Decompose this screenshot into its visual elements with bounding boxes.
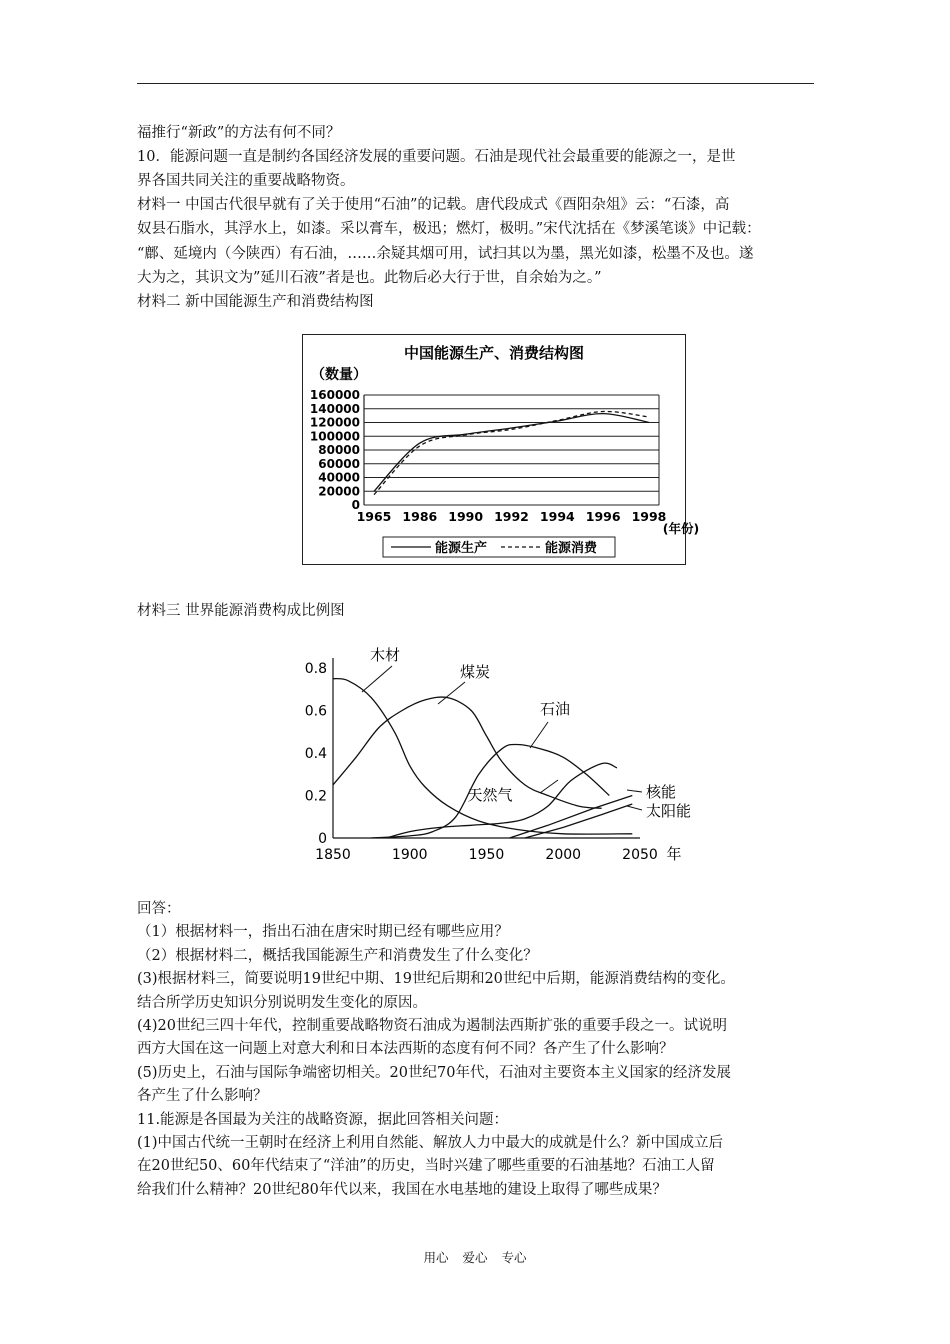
material-3-caption: 材料三 世界能源消费构成比例图 — [137, 603, 345, 619]
y-tick-label: 60000 — [318, 456, 360, 471]
text-line: (4)20世纪三四十年代，控制重要战略物资石油成为遏制法西斯扩张的重要手段之一。试说明 — [137, 1018, 727, 1034]
x-tick-label: 1994 — [539, 509, 575, 524]
text-line: 11.能源是各国最为关注的战略资源，据此回答相关问题： — [137, 1111, 509, 1128]
y-tick-label: 140000 — [309, 401, 360, 416]
text-line: 奴县石脂水，其浮水上，如漆。采以膏车，极迅；燃灯，极明。”宋代沈括在《梦溪笔谈》中记载： — [137, 221, 761, 238]
chart-title: 中国能源生产、消费结构图 — [403, 344, 585, 362]
y-tick-label: 0 — [351, 498, 360, 512]
text-line: 结合所学历史知识分别说明发生变化的原因。 — [137, 994, 427, 1011]
y-tick-label: 0.4 — [304, 746, 327, 762]
leader-line — [540, 780, 558, 793]
x-tick-label: 1996 — [585, 509, 621, 524]
text-line: 各产生了什么影响？ — [137, 1088, 268, 1105]
page-footer: 用心 爱心 专心 — [423, 1250, 527, 1265]
x-tick-label: 1992 — [494, 509, 529, 524]
x-axis-label: 年 — [666, 845, 682, 863]
text-line: 给我们什么精神？20世纪80年代以来，我国在水电基地的建设上取得了哪些成果？ — [137, 1181, 667, 1198]
leader-line — [627, 790, 642, 792]
y-tick-label: 80000 — [318, 443, 360, 457]
text-line: （1）根据材料一，指出石油在唐宋时期已经有哪些应用？ — [137, 924, 509, 941]
text-line: (1)中国古代统一王朝时在经济上利用自然能、解放人力中最大的成就是什么？新中国成立后 — [137, 1135, 724, 1151]
x-tick-label: 1965 — [356, 509, 392, 524]
x-tick-label: 1986 — [402, 509, 438, 524]
y-tick-label: 0.2 — [304, 788, 327, 805]
text-line: 材料二 新中国能源生产和消费结构图 — [137, 293, 374, 310]
text-line: 福推行“新政”的方法有何不同？ — [137, 125, 341, 141]
y-axis-label: （数量） — [311, 367, 367, 383]
leader-line — [530, 722, 548, 748]
text-line: 大为之，其识文为”延川石液”者是也。此物后必大行于世，自余始为之。” — [137, 269, 602, 286]
series-label: 木材 — [369, 646, 401, 664]
legend-label-production: 能源生产 — [435, 541, 488, 556]
text-line: 西方大国在这一问题上对意大利和日本法西斯的态度有何不同？各产生了什么影响？ — [137, 1041, 674, 1058]
china-energy-chart — [303, 335, 700, 564]
x-tick-label: 1990 — [448, 509, 484, 524]
series-label: 太阳能 — [646, 802, 692, 820]
series-label: 核能 — [646, 783, 677, 801]
y-tick-label: 0.8 — [304, 661, 327, 677]
world-energy-chart — [300, 630, 700, 870]
y-tick-label: 40000 — [318, 470, 360, 485]
x-tick-label: 1998 — [631, 509, 667, 524]
series-label: 煤炭 — [459, 663, 491, 681]
text-line: 材料一 中国古代很早就有了关于使用“石油”的记载。唐代段成式《酉阳杂俎》云：“石漆，高 — [137, 197, 730, 214]
series-line-production — [374, 414, 649, 492]
y-tick-label: 0 — [318, 831, 327, 847]
text-line: (3)根据材料三，简要说明19世纪中期、19世纪后期和20世纪中后期，能源消费结构的变化。 — [137, 971, 735, 988]
y-tick-label: 120000 — [309, 415, 360, 430]
header-rule — [137, 83, 814, 84]
leader-line — [362, 666, 392, 692]
series-line-consumption — [374, 411, 649, 494]
leader-line — [438, 682, 465, 704]
text-line: 在20世纪50、60年代结束了“洋油”的历史，当时兴建了哪些重要的石油基地？石油工人留 — [137, 1158, 715, 1175]
legend-label-consumption: 能源消费 — [545, 541, 598, 556]
series-label: 天然气 — [467, 786, 513, 804]
x-tick-label: 1950 — [468, 847, 505, 863]
leader-line — [627, 806, 642, 810]
y-tick-label: 160000 — [309, 388, 360, 402]
text-line: （2）根据材料二，概括我国能源生产和消费发生了什么变化？ — [137, 947, 538, 964]
x-tick-label: 2050 — [622, 847, 658, 863]
x-tick-label: 2000 — [545, 847, 582, 863]
series-label: 石油 — [539, 700, 571, 718]
text-line: “鄜、延境内（今陕西）有石油，……余疑其烟可用，试扫其以为墨，黑光如漆，松墨不及也。遂 — [137, 245, 754, 262]
series-line-5 — [525, 804, 632, 838]
series-line-4 — [510, 796, 633, 839]
y-tick-label: 0.6 — [304, 703, 327, 720]
x-tick-label: 1900 — [391, 847, 428, 863]
text-line: 10．能源问题一直是制约各国经济发展的重要问题。石油是现代社会最重要的能源之一，是世 — [137, 149, 736, 166]
text-line: (5)历史上，石油与国际争端密切相关。20世纪70年代，石油对主要资本主义国家的经济发展 — [137, 1064, 731, 1081]
x-tick-label: 1850 — [315, 847, 351, 863]
y-tick-label: 20000 — [318, 484, 360, 499]
text-line: 界各国共同关注的重要战略物资。 — [137, 173, 355, 190]
text-line: 回答： — [137, 901, 181, 917]
china-energy-chart-frame — [302, 334, 700, 565]
x-axis-label: (年份) — [662, 521, 700, 536]
y-tick-label: 100000 — [309, 429, 360, 444]
